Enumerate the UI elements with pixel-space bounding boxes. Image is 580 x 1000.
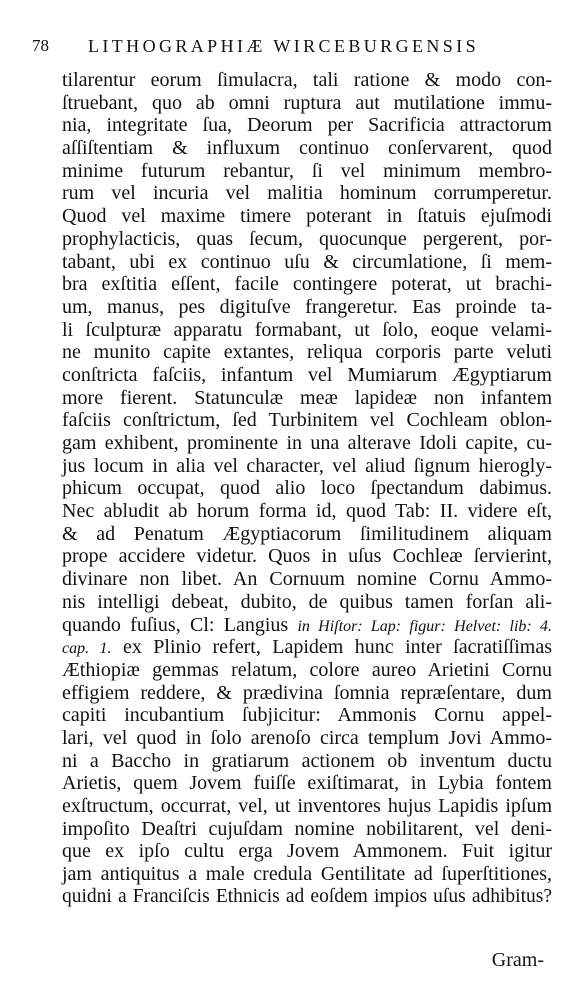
text-line: more fierent. Statunculæ meæ lapideæ non infantem: [62, 386, 552, 409]
text-line: aſſiſtentiam & influxum continuo conſervarent, quod: [62, 137, 552, 160]
text-line: tilarentur eorum ſimulacra, tali ratione & modo con-: [62, 69, 552, 91]
text-fragment: quando fuſius, Cl: Langius: [62, 613, 289, 636]
text-line: impoſito Deaſtri cujuſdam nomine nobilitarent, vel deni-: [62, 817, 552, 840]
text-line: ne munito capite extantes, reliqua corporis parte veluti: [62, 341, 552, 364]
text-line: gam exhibent, prominente in una alterave Idoli capite, cu-: [62, 432, 552, 454]
text-line: Æthiopiæ gemmas relatum, colore aureo Arietini Cornu: [62, 658, 552, 681]
text-line: nia, integritate ſua, Deorum per Sacrificia attractorum: [62, 114, 552, 137]
text-line: faſciis conſtrictum, ſed Turbinitem vel Cochleam oblon-: [62, 409, 552, 432]
text-line: conſtricta faſciis, infantum vel Mumiarum Ægyptiarum: [62, 363, 552, 386]
text-line: Quod vel maxime timere poterant in ſtatuis ejuſmodi: [62, 205, 552, 228]
text-line: que ex ipſo cultu erga Jovem Ammonem. Fuit igitur: [62, 840, 552, 863]
text-line: rum vel incuria vel malitia hominum corrumperetur.: [62, 182, 552, 205]
text-line: jam antiquitus a male credula Gentilitate ad ſuperſtitiones,: [62, 863, 552, 886]
text-line-with-reference: [62, 636, 552, 659]
text-line: & ad Penatum Ægyptiacorum ſimilitudinem aliquam: [62, 522, 552, 545]
text-line: li ſculpturæ apparatu formabant, ut ſolo, eoque velami-: [62, 318, 552, 341]
page-number: 78: [32, 36, 49, 55]
text-line: effigiem reddere, & prædivina ſomnia repræſentare, dum: [62, 681, 552, 704]
italic-reference: cap. 1.: [62, 640, 112, 658]
text-line: tabant, ubi ex continuo uſu & circumlatione, ſi mem-: [62, 250, 552, 273]
text-line: ſtruebant, quo ab omni ruptura aut mutilatione immu-: [62, 91, 552, 114]
catchword: Gram-: [491, 949, 544, 971]
text-line: bra exſtitia eſſent, facile contingere poterat, ut brachi-: [62, 273, 552, 296]
text-line: phicum occupat, quod alio loco ſpectandum dabimus.: [62, 477, 552, 500]
text-line: nis intelligi debeat, dubito, de quibus tamen forſan ali-: [62, 590, 552, 613]
text-line: ni a Baccho in gratiarum actionem ob inventum ductu: [62, 749, 552, 772]
running-title: LITHOGRAPHIÆ WIRCEBURGENSIS: [88, 36, 479, 56]
text-fragment: ex Plinio refert, Lapidem hunc inter ſacratiſſimas: [122, 636, 553, 659]
text-line: lari, vel quod in ſolo arenoſo circa templum Jovi Ammo-: [62, 726, 552, 749]
text-line-with-reference: [62, 614, 552, 637]
text-line: quidni a Franciſcis Ethnicis ad eoſdem impios uſus adhibitus?: [62, 885, 552, 907]
text-line: prope accidere videtur. Quos in uſus Cochleæ ſervierint,: [62, 545, 552, 568]
text-line: minime futurum rebantur, ſi vel minimum membro-: [62, 159, 552, 182]
text-line: exſtructum, occurrat, vel, ut inventores hujus Lapidis ipſum: [62, 795, 552, 817]
italic-reference: in Hiſtor: Lap: figur: Helvet: lib: 4.: [297, 617, 552, 635]
text-line: capiti incubantium ſubjicitur: Ammonis Cornu appel-: [62, 704, 552, 727]
running-head: [32, 34, 552, 58]
text-line: jus locum in alia vel character, vel aliud ſignum hierogly-: [62, 454, 552, 477]
text-line: divinare non libet. An Cornuum nomine Cornu Ammo-: [62, 568, 552, 591]
text-line: prophylacticis, quas ſecum, quocunque pergerent, por-: [62, 227, 552, 250]
text-line: um, manus, pes digituſve frangeretur. Eas proinde ta-: [62, 295, 552, 318]
text-line: Nec abludit ab horum forma id, quod Tab: II. videre eſt,: [62, 500, 552, 523]
body-text: [62, 69, 552, 908]
text-line: Arietis, quem Jovem fuiſſe exiſtimarat, in Lybia fontem: [62, 772, 552, 795]
